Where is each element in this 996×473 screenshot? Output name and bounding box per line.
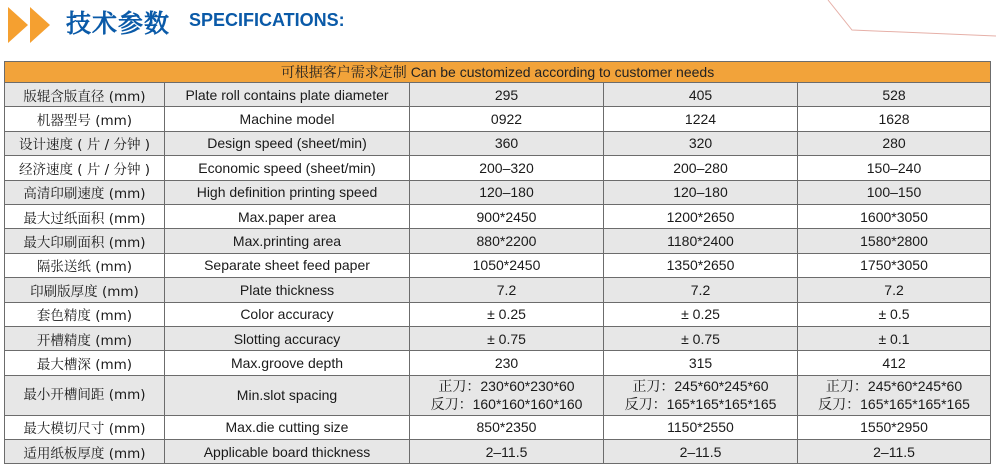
title-chinese: 技术参数 [66,9,171,38]
row-label-en: Economic speed (sheet/min) [165,156,410,180]
row-label-cn: 套色精度 (mm) [5,302,165,326]
value-cell: 315 [604,351,798,375]
value-cell: 1150*2550 [604,415,798,439]
row-label-en: Design speed (sheet/min) [165,131,410,155]
value-cell: 360 [410,131,604,155]
row-label-en: Max.die cutting size [165,415,410,439]
specifications-table [4,61,991,464]
value-cell: 295 [410,83,604,107]
value-cell: 850*2350 [410,415,604,439]
table-row-slot-spacing [5,375,991,415]
row-label-cn: 开槽精度 (mm) [5,326,165,350]
value-cell: 880*2200 [410,229,604,253]
value-cell [604,375,798,415]
row-label-cn: 设计速度 ( 片 / 分钟 ) [5,131,165,155]
table-row [5,326,991,350]
row-label-en: Machine model [165,107,410,131]
row-label-en: Color accuracy [165,302,410,326]
value-cell: 1580*2800 [798,229,991,253]
row-label-en: Min.slot spacing [165,375,410,415]
value-cell: ± 0.5 [798,302,991,326]
row-label-cn: 最大槽深 (mm) [5,351,165,375]
value-cell [410,375,604,415]
row-label-cn: 印刷版厚度 (mm) [5,278,165,302]
row-label-en: Plate thickness [165,278,410,302]
value-cell: 200–320 [410,156,604,180]
value-cell: 1550*2950 [798,415,991,439]
value-cell: 100–150 [798,180,991,204]
table-row [5,415,991,439]
row-label-en: Applicable board thickness [165,440,410,464]
row-label-cn: 机器型号 (mm) [5,107,165,131]
value-cell: 280 [798,131,991,155]
row-label-en: Plate roll contains plate diameter [165,83,410,107]
row-label-cn: 最大印刷面积 (mm) [5,229,165,253]
customization-banner: 可根据客户需求定制 Can be customized according to customer needs [5,62,991,83]
table-row [5,278,991,302]
value-cell: 900*2450 [410,204,604,228]
value-cell: ± 0.25 [410,302,604,326]
table-row [5,180,991,204]
table-row [5,351,991,375]
row-label-en: High definition printing speed [165,180,410,204]
value-cell: 2–11.5 [798,440,991,464]
value-cell: 120–180 [410,180,604,204]
table-row [5,83,991,107]
value-cell: 1224 [604,107,798,131]
row-label-en: Slotting accuracy [165,326,410,350]
title-english: SPECIFICATIONS: [189,10,345,30]
reverse-blade-value: 反刀：165*165*165*165 [624,396,777,413]
table-row [5,204,991,228]
value-cell: 120–180 [604,180,798,204]
double-chevron-icon [8,7,58,43]
value-cell: 7.2 [604,278,798,302]
value-cell: 1180*2400 [604,229,798,253]
value-cell: 7.2 [798,278,991,302]
value-cell: ± 0.25 [604,302,798,326]
row-label-cn: 隔张送纸 (mm) [5,253,165,277]
row-label-cn: 最大模切尺寸 (mm) [5,415,165,439]
table-row [5,253,991,277]
table-row [5,131,991,155]
forward-blade-value: 正刀：245*60*245*60 [632,378,769,395]
value-cell: 1200*2650 [604,204,798,228]
page-header [0,0,996,52]
row-label-cn: 版辊含版直径 (mm) [5,83,165,107]
table-row [5,229,991,253]
value-cell: 2–11.5 [410,440,604,464]
row-label-cn: 高清印刷速度 (mm) [5,180,165,204]
value-cell: 320 [604,131,798,155]
customization-banner-row [5,62,991,83]
table-row [5,107,991,131]
value-cell: 1750*3050 [798,253,991,277]
value-cell: 405 [604,83,798,107]
row-label-en: Max.groove depth [165,351,410,375]
table-row [5,440,991,464]
value-cell: 150–240 [798,156,991,180]
value-cell: 230 [410,351,604,375]
value-cell: 528 [798,83,991,107]
value-cell: 1600*3050 [798,204,991,228]
row-label-en: Max.printing area [165,229,410,253]
forward-blade-value: 正刀：230*60*230*60 [438,378,575,395]
row-label-en: Separate sheet feed paper [165,253,410,277]
value-cell: 412 [798,351,991,375]
value-cell: ± 0.75 [604,326,798,350]
value-cell: 1628 [798,107,991,131]
value-cell: 0922 [410,107,604,131]
reverse-blade-value: 反刀：165*165*165*165 [818,396,970,413]
row-label-cn: 适用纸板厚度 (mm) [5,440,165,464]
row-label-cn: 经济速度 ( 片 / 分钟 ) [5,156,165,180]
reverse-blade-value: 反刀：160*160*160*160 [430,396,583,413]
value-cell [798,375,991,415]
corner-decoration [818,0,996,40]
row-label-cn: 最大过纸面积 (mm) [5,204,165,228]
value-cell: 200–280 [604,156,798,180]
value-cell: 7.2 [410,278,604,302]
value-cell: 1350*2650 [604,253,798,277]
table-row [5,156,991,180]
row-label-cn: 最小开槽间距 (mm) [5,375,165,415]
row-label-en: Max.paper area [165,204,410,228]
table-row [5,302,991,326]
value-cell: ± 0.75 [410,326,604,350]
value-cell: ± 0.1 [798,326,991,350]
value-cell: 1050*2450 [410,253,604,277]
forward-blade-value: 正刀：245*60*245*60 [825,378,963,395]
value-cell: 2–11.5 [604,440,798,464]
